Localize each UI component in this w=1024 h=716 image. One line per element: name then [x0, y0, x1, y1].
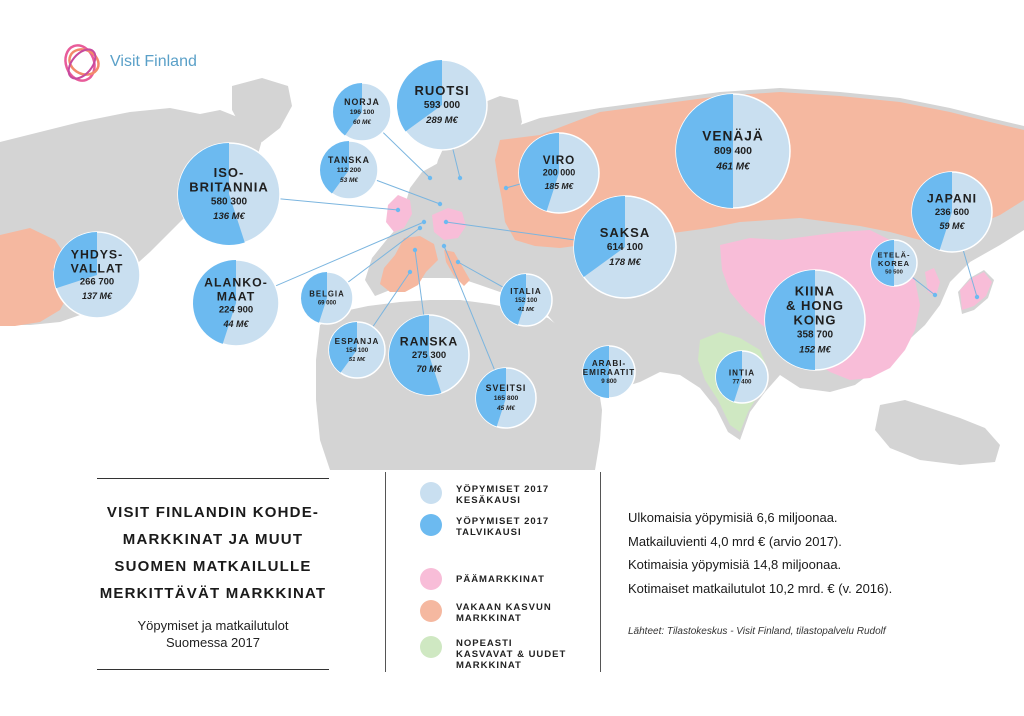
legend-swatch: [420, 514, 442, 536]
title-rule-top: [97, 478, 329, 479]
pie-name-label: SAKSA: [599, 225, 651, 241]
pie-nights-label: 154 100: [345, 346, 369, 354]
pie-name-label: YHDYS-: [70, 247, 124, 262]
legend-swatch: [420, 568, 442, 590]
anchor-dot-etelä-korea: [933, 293, 937, 297]
legend-label: [456, 574, 596, 585]
pie-revenue-label: 41 M€: [517, 307, 535, 314]
pie-sveitsi: [476, 368, 536, 428]
anchor-dot-italia: [456, 260, 460, 264]
pie-nights-label: 614 100: [606, 242, 644, 253]
logo-swirl-icon: [58, 38, 108, 88]
pie-name-label: & HONG: [786, 298, 844, 314]
pie-norja: [333, 83, 391, 141]
pie-name-label: INTIA: [728, 368, 756, 378]
main-title: [82, 499, 344, 607]
legend-label: [456, 484, 596, 506]
pie-italia: [500, 274, 552, 326]
main-title-line: MERKITTÄVÄT MARKKINAT: [99, 585, 327, 602]
pie-name-label: VIRO: [542, 154, 576, 168]
legend-label-line: KASVAVAT & UUDET: [456, 649, 567, 660]
pie-name-label: ALANKO-: [204, 275, 268, 290]
main-title-line: SUOMEN MATKAILULLE: [114, 558, 312, 575]
pie-nights-label: 236 600: [934, 206, 970, 218]
anchor-dot-tanska: [438, 202, 442, 206]
pie-revenue-label: 461 M€: [716, 161, 750, 173]
main-title-line: VISIT FINLANDIN KOHDE-: [106, 504, 320, 521]
pie-name-label: MAAT: [216, 289, 256, 304]
pie-name-label: BELGIA: [309, 289, 345, 299]
pie-iso-britannia: [178, 143, 280, 245]
pie-name-label: VALLAT: [70, 261, 124, 276]
fact-item: Kotimaisia yöpymisiä 14,8 miljoonaa.: [628, 557, 842, 572]
pie-nights-label: 77 400: [732, 378, 752, 386]
legend-swatch: [420, 482, 442, 504]
subtitle-line: Yöpymiset ja matkailutulot: [137, 618, 289, 633]
legend-swatch: [420, 636, 442, 658]
legend-label-line: MARKKINAT: [456, 613, 522, 624]
pie-nights-label: 224 900: [218, 304, 254, 316]
divider-right: [600, 472, 601, 672]
region-japan: [960, 272, 992, 310]
pie-nights-label: 9 800: [601, 378, 617, 386]
pie-name-label: KOREA: [877, 258, 911, 268]
fact-item: Matkailuvienti 4,0 mrd € (arvio 2017).: [628, 533, 842, 549]
pie-revenue-label: 152 M€: [799, 344, 831, 356]
pie-ruotsi: [397, 60, 487, 150]
pie-saksa: [574, 196, 676, 298]
legend-swatch: [420, 600, 442, 622]
pie-yhdys-vallat: [54, 232, 140, 318]
legend-label: [456, 516, 596, 538]
pie-nights-label: 809 400: [714, 145, 752, 158]
pie-ranska: [389, 315, 469, 395]
pie-kiina-hong-kong: [765, 270, 865, 370]
pie-revenue-label: 51 M€: [348, 357, 366, 364]
pie-revenue-label: 53 M€: [339, 177, 359, 185]
pie-revenue-label: 136 M€: [213, 211, 245, 223]
anchor-dot-belgia: [418, 226, 422, 230]
pie-arabi-emiraatit: [583, 346, 635, 398]
pie-alanko-maat: [193, 260, 279, 346]
pie-name-label: KONG: [793, 312, 837, 328]
title-block: [82, 478, 344, 670]
pie-venäjä: [676, 94, 790, 208]
pie-espanja: [329, 322, 385, 378]
pie-belgia: [301, 272, 353, 324]
pie-name-label: ESPANJA: [334, 336, 380, 346]
legend-label: [456, 638, 596, 671]
anchor-dot-iso-britannia: [396, 208, 400, 212]
pie-name-label: KIINA: [794, 283, 836, 299]
anchor-dot-saksa: [444, 220, 448, 224]
divider-left: [385, 472, 386, 672]
legend-label-line: VAKAAN KASVUN: [456, 602, 552, 613]
legend-label-line: YÖPYMISET 2017: [456, 516, 550, 527]
pie-name-label: TANSKA: [328, 155, 370, 166]
facts-list: [628, 510, 1008, 604]
pie-nights-label: 50 500: [885, 269, 903, 276]
pie-tanska: [320, 141, 378, 199]
anchor-dot-japani: [975, 295, 979, 299]
pie-etelä-korea: [871, 240, 917, 286]
pie-viro: [519, 133, 599, 213]
fact-item: Ulkomaisia yöpymisiä 6,6 miljoonaa.: [628, 510, 838, 525]
anchor-dot-ruotsi: [458, 176, 462, 180]
legend-label-line: NOPEASTI: [456, 638, 513, 649]
pie-intia: [716, 351, 768, 403]
legend-label: [456, 602, 596, 624]
anchor-dot-sveitsi: [442, 244, 446, 248]
visit-finland-logo: [58, 38, 208, 88]
anchor-dot-norja: [428, 176, 432, 180]
pie-revenue-label: 45 M€: [496, 405, 516, 413]
logo-text: Visit Finland: [110, 53, 197, 70]
pie-name-label: EMIRAATIT: [582, 368, 636, 378]
fact-item: Kotimaiset matkailutulot 10,2 mrd. € (v. 2016).: [628, 580, 893, 596]
pie-nights-label: 152 100: [514, 296, 538, 304]
anchor-dot-alanko-maat: [422, 220, 426, 224]
pie-nights-label: 165 800: [493, 395, 519, 403]
legend-label-line: MARKKINAT: [456, 660, 522, 671]
pie-revenue-label: 44 M€: [223, 318, 249, 329]
subtitle-line: Suomessa 2017: [166, 635, 260, 650]
pie-nights-label: 69 000: [317, 300, 337, 307]
pie-name-label: VENÄJÄ: [702, 128, 764, 144]
subtitle: [82, 617, 344, 651]
pie-name-label: ITALIA: [510, 286, 542, 296]
pie-japani: [912, 172, 992, 252]
anchor-dot-ranska: [413, 248, 417, 252]
pie-nights-label: 200 000: [542, 167, 576, 178]
pie-revenue-label: 70 M€: [416, 363, 442, 374]
pie-name-label: ARABI-: [591, 359, 627, 369]
legend-label-line: KESÄKAUSI: [456, 495, 521, 506]
pie-name-label: RANSKA: [399, 334, 459, 349]
pie-name-label: SVEITSI: [485, 383, 527, 394]
pie-name-label: JAPANI: [926, 191, 978, 206]
pie-nights-label: 275 300: [411, 349, 447, 361]
anchor-dot-espanja: [408, 270, 412, 274]
pie-name-label: BRITANNIA: [189, 179, 269, 195]
title-rule-bottom: [97, 669, 329, 670]
main-title-line: MARKKINAT JA MUUT: [122, 531, 304, 548]
legend-label-line: PÄÄMARKKINAT: [456, 574, 545, 585]
land-sea-asia: [875, 400, 1000, 465]
source-note: Lähteet: Tilastokeskus - Visit Finland, tilastopalvelu Rudolf: [628, 626, 886, 637]
legend-label-line: TALVIKAUSI: [456, 527, 522, 538]
pie-nights-label: 358 700: [796, 329, 834, 341]
anchor-dot-viro: [504, 186, 508, 190]
legend-label-line: YÖPYMISET 2017: [456, 484, 550, 495]
pie-revenue-label: 185 M€: [544, 181, 574, 192]
pie-nights-label: 112 200: [336, 167, 362, 175]
pie-name-label: ISO-: [213, 164, 245, 180]
pie-revenue-label: 178 M€: [609, 256, 641, 268]
pie-revenue-label: 137 M€: [81, 290, 113, 301]
pie-revenue-label: 60 M€: [352, 119, 372, 127]
pie-revenue-label: 59 M€: [939, 220, 965, 231]
pie-nights-label: 593 000: [423, 100, 461, 111]
pie-name-label: RUOTSI: [414, 83, 470, 99]
pie-revenue-label: 289 M€: [426, 114, 458, 126]
pie-name-label: ETELÄ-: [877, 250, 911, 260]
pie-nights-label: 266 700: [79, 276, 115, 288]
pie-nights-label: 196 100: [349, 109, 375, 117]
pie-name-label: NORJA: [344, 97, 380, 108]
pie-nights-label: 580 300: [210, 196, 248, 208]
